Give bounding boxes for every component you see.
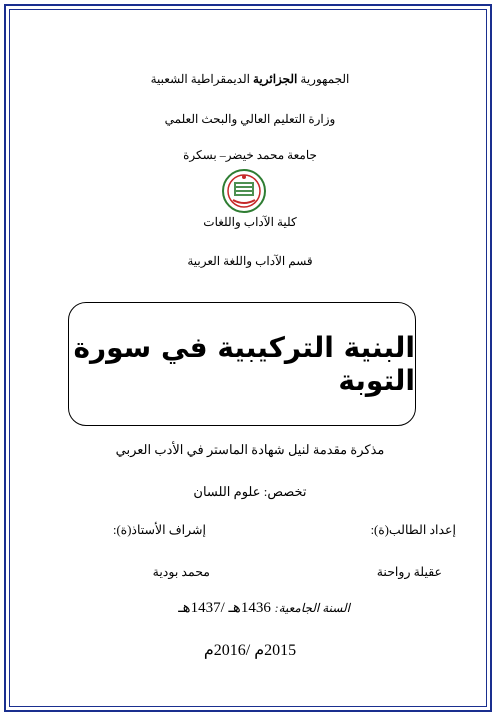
title-box [68, 302, 416, 426]
academic-year-gregorian: 2015م /2016م [203, 642, 297, 659]
republic-bold-word: الجزائرية [252, 72, 298, 86]
thesis-subtitle: مذكرة مقدمة لنيل شهادة الماستر في الأدب العربي [115, 442, 385, 457]
university-emblem-icon [221, 168, 267, 214]
academic-year-hijri [178, 598, 350, 617]
supervised-by-label: إشراف الأستاذ(ة): [113, 523, 206, 537]
ministry-line: وزارة التعليم العالي والبحث العلمي [164, 112, 336, 126]
republic-line: الجمهورية الجزائرية الديمقراطية الشعبية [150, 72, 350, 86]
academic-year-label: السنة الجامعية: [274, 601, 350, 615]
faculty-line: كلية الآداب واللغات [203, 215, 297, 229]
department-line: قسم الآداب واللغة العربية [187, 254, 313, 268]
university-line: جامعة محمد خيضر– بسكرة [183, 148, 317, 162]
prepared-by-label: إعداد الطالب(ة): [370, 523, 456, 537]
thesis-title: البنية التركيبية في سورة التوبة [73, 331, 415, 397]
academic-year-hijri-value: 1436هـ /1437هـ [178, 600, 275, 616]
supervisor-name: محمد بودية [152, 565, 210, 579]
specialty-line: تخصص: علوم اللسان [193, 484, 307, 499]
student-name: عقيلة رواحنة [376, 565, 442, 579]
